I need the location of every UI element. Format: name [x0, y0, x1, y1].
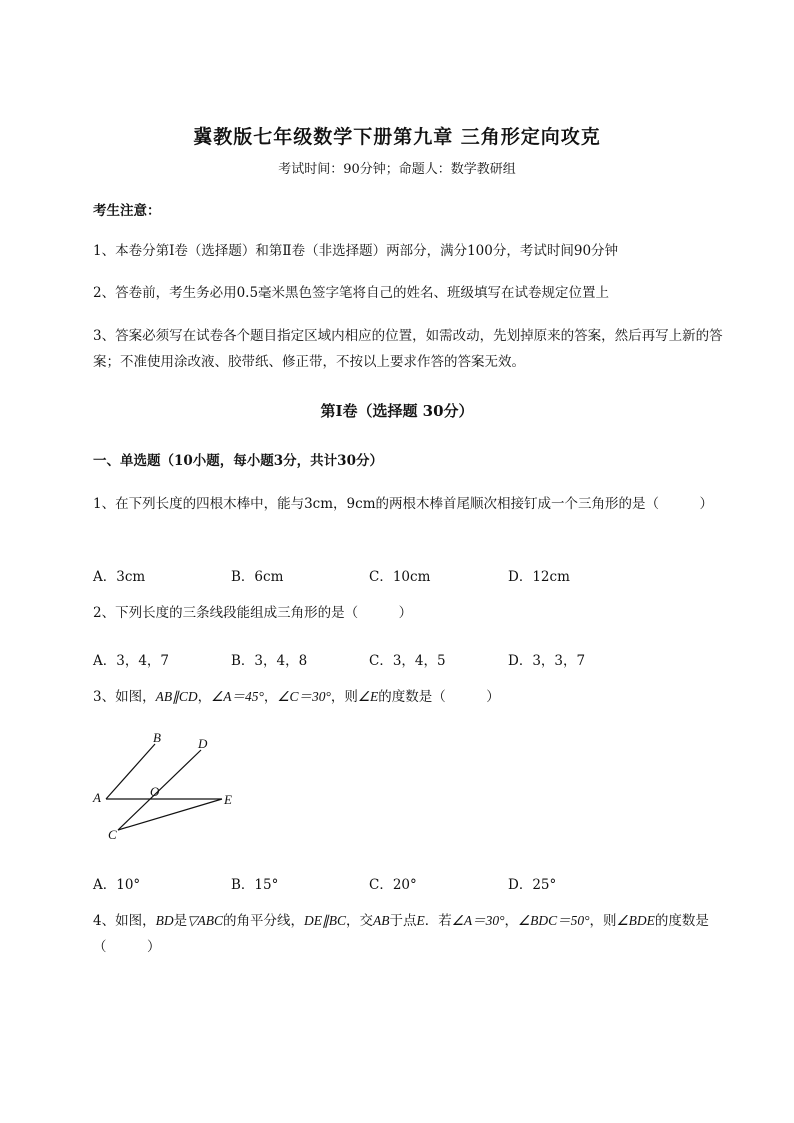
q3-math-1: AB∥CD	[155, 689, 198, 704]
q4-math-7: ∠BDC＝50°	[517, 913, 590, 928]
option-c[interactable]: C．10cm	[369, 569, 431, 585]
option-a[interactable]: A．3，4，7	[93, 653, 170, 669]
option-b[interactable]: B．15°	[231, 877, 279, 893]
line-ab	[106, 744, 155, 799]
q4-math-6: ∠A＝30°	[451, 913, 505, 928]
label-e: E	[224, 792, 232, 807]
notice-item-2: 2、答卷前，考生务必用0.5毫米黑色签字笔将自己的姓名、班级填写在试卷规定位置上	[93, 285, 610, 301]
q4-text-i: 的度数是（ ）	[93, 913, 709, 955]
option-c[interactable]: C．20°	[369, 877, 417, 893]
question-4-stem	[93, 908, 743, 960]
notice-item-1: 1、本卷分第I卷（选择题）和第Ⅱ卷（非选择题）两部分，满分100分，考试时间90分钟	[93, 243, 619, 259]
q4-math-5: E	[416, 913, 425, 928]
notice-heading: 考生注意：	[93, 203, 161, 219]
option-a[interactable]: A．10°	[93, 877, 141, 893]
label-b: B	[153, 730, 161, 745]
option-d[interactable]: D．3，3，7	[508, 653, 586, 669]
q4-text-a: 4、如图，	[93, 913, 156, 929]
question-2-stem: 2、下列长度的三条线段能组成三角形的是（ ）	[93, 605, 413, 621]
q4-math-4: AB	[372, 913, 390, 928]
q4-text-b: 是	[173, 913, 188, 929]
q3-text-d: ，则	[330, 689, 358, 705]
exam-subtitle: 考试时间：90分钟；命题人：数学教研组	[278, 162, 516, 177]
q4-text-c: 的角平分线，	[222, 913, 304, 929]
page-title: 冀教版七年级数学下册第九章 三角形定向攻克	[193, 126, 601, 148]
question-1-stem: 1、在下列长度的四根木棒中，能与3cm，9cm的两根木棒首尾顺次相接钉成一个三角形的是（ ）	[93, 496, 713, 512]
label-a: A	[93, 790, 101, 805]
q4-text-h: ，则	[589, 913, 617, 929]
label-d: D	[198, 736, 208, 751]
q4-text-f: ．若	[424, 913, 452, 929]
option-b[interactable]: B．3，4，8	[231, 653, 308, 669]
q3-math-2: ∠A＝45°	[211, 689, 264, 704]
label-c: C	[108, 827, 117, 842]
q4-text-e: 于点	[389, 913, 417, 929]
option-a[interactable]: A．3cm	[93, 569, 146, 585]
q3-math-3: ∠C＝30°	[277, 689, 331, 704]
label-o: O	[150, 784, 160, 799]
q3-text-e: 的度数是（ ）	[378, 689, 500, 705]
q4-text-d: ，交	[345, 913, 373, 929]
option-c[interactable]: C．3，4，5	[369, 653, 446, 669]
question-3-figure	[88, 730, 248, 845]
q3-text-c: ，	[263, 689, 278, 705]
q4-math-2: ▽ABC	[187, 913, 223, 928]
option-d[interactable]: D．12cm	[508, 569, 570, 585]
q4-math-1: BD	[155, 913, 174, 928]
q4-math-3: DE∥BC	[303, 913, 346, 928]
q3-text-b: ，	[197, 689, 212, 705]
q4-math-8: ∠BDE	[616, 913, 655, 928]
section1-title: 一、单选题（10小题，每小题3分，共计30分）	[93, 453, 383, 469]
option-b[interactable]: B．6cm	[231, 569, 284, 585]
option-d[interactable]: D．25°	[508, 877, 557, 893]
q3-math-4: ∠E	[357, 689, 379, 704]
notice-item-3: 3、答案必须写在试卷各个题目指定区域内相应的位置，如需改动，先划掉原来的答案，然后再写上新的答案；不准使用涂改液、胶带纸、修正带，不按以上要求作答的答案无效。	[93, 328, 723, 370]
question-3-stem	[93, 684, 743, 710]
q4-text-g: ，	[504, 913, 518, 929]
q3-text-a: 3、如图，	[93, 689, 156, 705]
part1-title: 第I卷（选择题 30分）	[320, 402, 474, 420]
